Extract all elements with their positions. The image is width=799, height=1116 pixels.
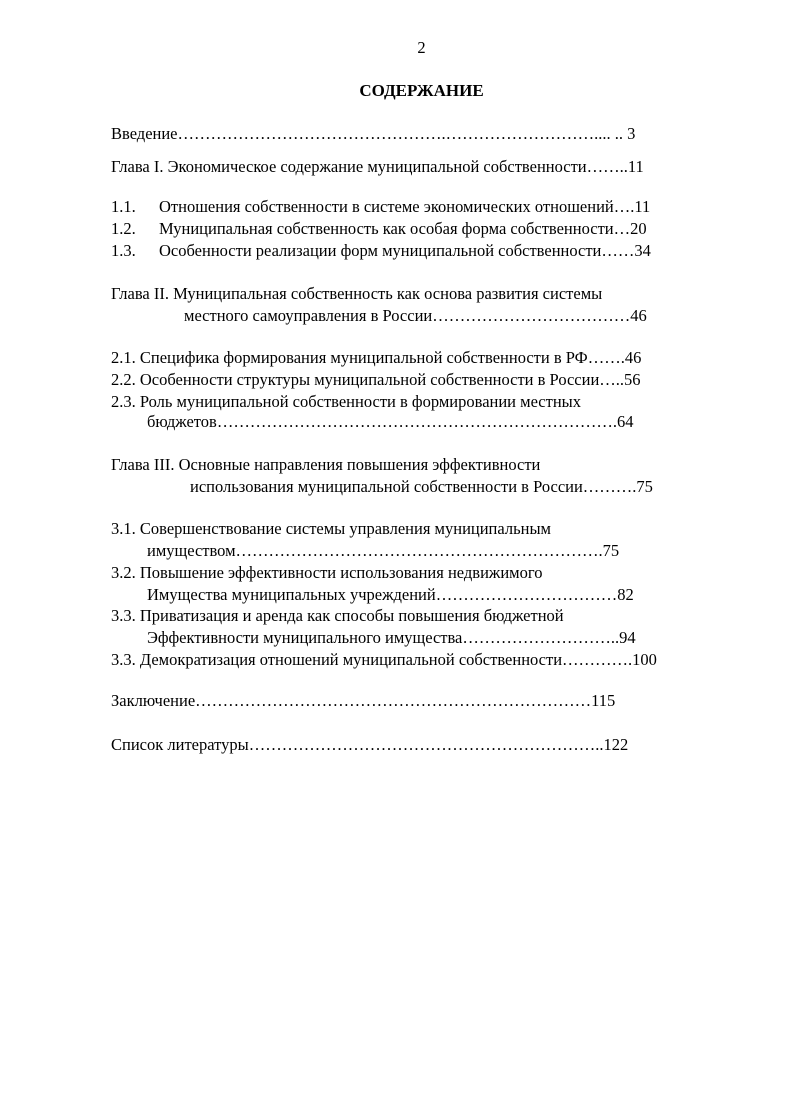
- page-number: 2: [417, 38, 426, 57]
- toc-chapter-1: Глава I. Экономическое содержание муниципальной собственности……..11: [111, 157, 644, 176]
- section-title: Особенности реализации форм муниципальной собственности……34: [159, 241, 651, 260]
- toc-section-2-1: 2.1. Специфика формирования муниципальной собственности в РФ…….46: [111, 348, 642, 367]
- toc-section-1-3: [111, 241, 651, 261]
- toc-intro: Введение………………………………………….……………………….... .. 3: [111, 124, 636, 143]
- toc-chapter-2-line-2: местного самоуправления в России………………………………46: [184, 306, 647, 325]
- section-number: 1.2.: [111, 219, 136, 238]
- section-title: Муниципальная собственность как особая форма собственности…20: [159, 219, 647, 238]
- toc-section-3-2-line-1: 3.2. Повышение эффективности использования недвижимого: [111, 563, 543, 582]
- toc-section-2-3-line-2: бюджетов……………………………………………………………….64: [147, 412, 634, 431]
- toc-section-3-3-line-1: 3.3. Приватизация и аренда как способы повышения бюджетной: [111, 606, 564, 625]
- toc-section-3-1-line-2: имуществом………………………………………………………….75: [147, 541, 620, 560]
- toc-section-3-2-line-2: Имущества муниципальных учреждений……………………………82: [147, 585, 634, 604]
- toc-section-2-2: 2.2. Особенности структуры муниципальной собственности в России…..56: [111, 370, 641, 389]
- toc-literature: Список литературы………………………………………………………..122: [111, 735, 629, 754]
- toc-section-2-3-line-1: 2.3. Роль муниципальной собственности в формировании местных: [111, 392, 582, 411]
- toc-section-3-3-line-2: Эффективности муниципального имущества………………………..94: [147, 628, 636, 647]
- toc-chapter-3-line-1: Глава III. Основные направления повышения эффективности: [111, 455, 541, 474]
- section-number: 1.3.: [111, 241, 136, 260]
- section-number: 1.1.: [111, 197, 136, 216]
- toc-section-1-1: [111, 197, 650, 217]
- toc-chapter-3-line-2: использования муниципальной собственности в России……….75: [190, 477, 653, 496]
- toc-chapter-2-line-1: Глава II. Муниципальная собственность как основа развития системы: [111, 284, 603, 303]
- toc-section-1-2: [111, 219, 647, 239]
- page-title: СОДЕРЖАНИЕ: [359, 81, 484, 100]
- toc-conclusion: Заключение………………………………………………………………115: [111, 691, 616, 710]
- section-title: Отношения собственности в системе экономических отношений….11: [159, 197, 651, 216]
- toc-section-3-1-line-1: 3.1. Совершенствование системы управления муниципальным: [111, 519, 551, 538]
- toc-section-3-4: 3.3. Демократизация отношений муниципальной собственности………….100: [111, 650, 657, 669]
